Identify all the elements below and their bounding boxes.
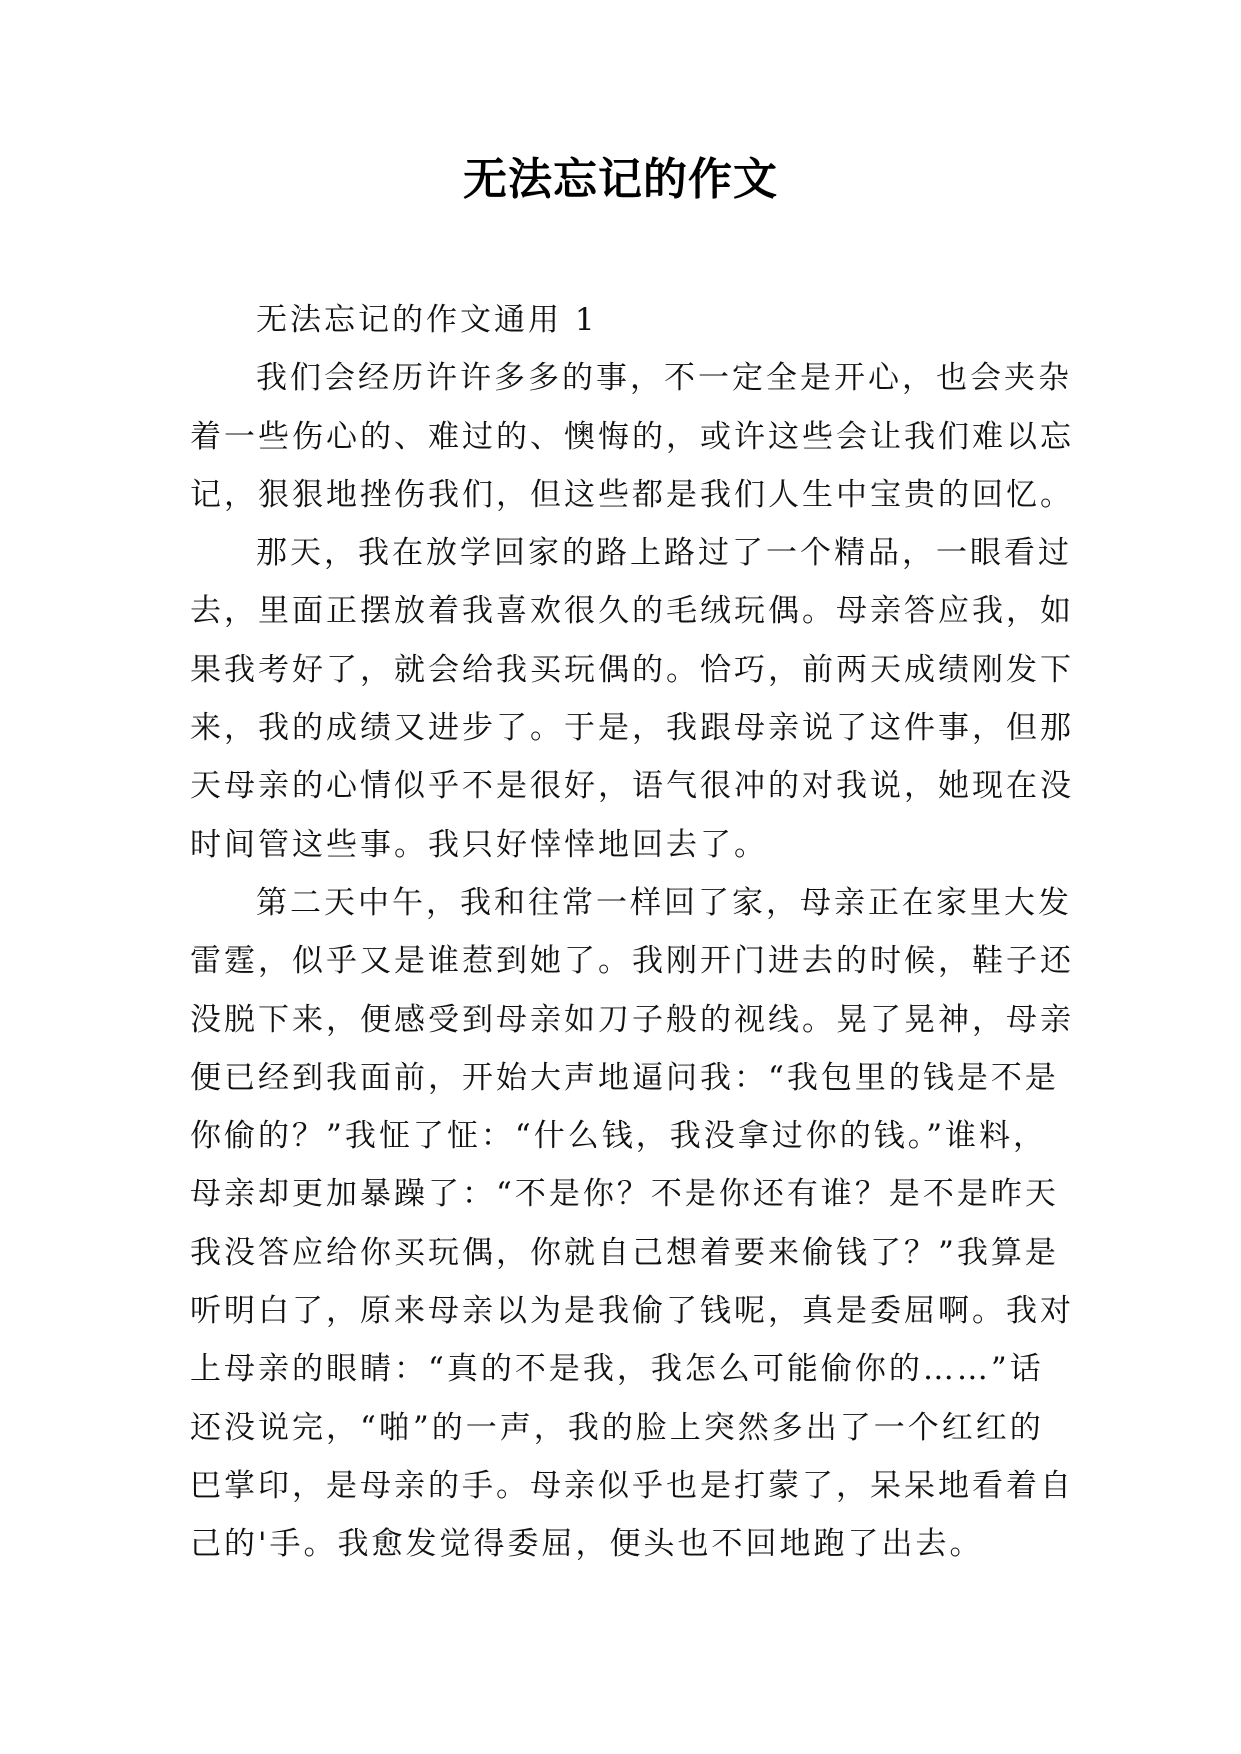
text-line: 己的'手。我愈发觉得委屈，便头也不回地跑了出去。 bbox=[190, 1526, 984, 1563]
text-line: 第二天中午，我和往常一样回了家，母亲正在家里大发 bbox=[256, 884, 1072, 921]
text-line: 我没答应给你买玩偶，你就自己想着要来偷钱了？”我算是 bbox=[190, 1234, 1059, 1271]
text-line: 记，狠狠地挫伤我们，但这些都是我们人生中宝贵的回忆。 bbox=[190, 476, 1074, 513]
document-body bbox=[190, 291, 1074, 1574]
text-line: 还没说完，“啪”的一声，我的脸上突然多出了一个红红的 bbox=[190, 1409, 1044, 1446]
text-line: 着一些伤心的、难过的、懊悔的，或许这些会让我们难以忘 bbox=[190, 418, 1074, 455]
text-line: 果我考好了，就会给我买玩偶的。恰巧，前两天成绩刚发下 bbox=[190, 651, 1074, 688]
text-line: 上母亲的眼睛：“真的不是我，我怎么可能偷你的……”话 bbox=[190, 1351, 1044, 1388]
document-title: 无法忘记的作文 bbox=[463, 154, 778, 205]
text-line: 你偷的？”我怔了怔：“什么钱，我没拿过你的钱。”谁料， bbox=[190, 1118, 1048, 1155]
text-line: 便已经到我面前，开始大声地逼问我：“我包里的钱是不是 bbox=[190, 1059, 1059, 1096]
text-line: 听明白了，原来母亲以为是我偷了钱呢，真是委屈啊。我对 bbox=[190, 1293, 1074, 1330]
text-line: 我们会经历许许多多的事，不一定全是开心，也会夹杂 bbox=[256, 360, 1072, 397]
section-heading: 无法忘记的作文通用 1 bbox=[256, 302, 598, 338]
text-line: 去，里面正摆放着我喜欢很久的毛绒玩偶。母亲答应我，如 bbox=[190, 593, 1074, 630]
text-line: 来，我的成绩又进步了。于是，我跟母亲说了这件事，但那 bbox=[190, 710, 1074, 747]
text-line: 母亲却更加暴躁了：“不是你？不是你还有谁？是不是昨天 bbox=[190, 1176, 1059, 1213]
text-line: 没脱下来，便感受到母亲如刀子般的视线。晃了晃神，母亲 bbox=[190, 1001, 1074, 1038]
text-line: 那天，我在放学回家的路上路过了一个精品，一眼看过 bbox=[256, 535, 1072, 572]
text-line: 巴掌印，是母亲的手。母亲似乎也是打蒙了，呆呆地看着自 bbox=[190, 1467, 1074, 1504]
text-line: 天母亲的心情似乎不是很好，语气很冲的对我说，她现在没 bbox=[190, 768, 1074, 805]
text-line: 雷霆，似乎又是谁惹到她了。我刚开门进去的时候，鞋子还 bbox=[190, 943, 1074, 980]
text-line: 时间管这些事。我只好悻悻地回去了。 bbox=[190, 826, 768, 863]
